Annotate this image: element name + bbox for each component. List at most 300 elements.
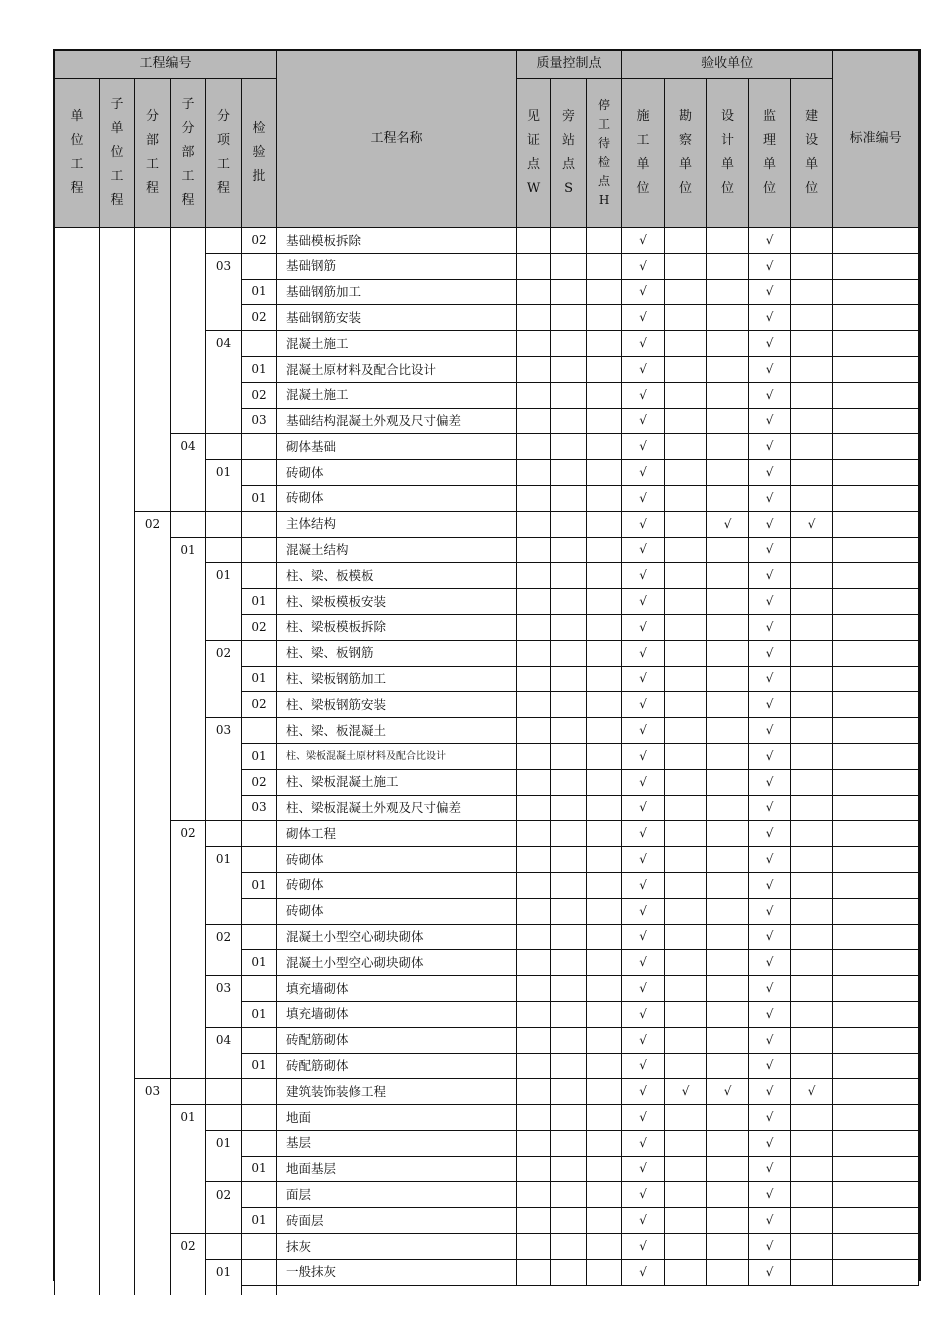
quality-point-cell [587, 1027, 622, 1053]
subunit-code-cell [100, 460, 135, 486]
item-code-cell [206, 279, 242, 305]
subunit-code-cell [100, 253, 135, 279]
design-check [707, 408, 749, 434]
standard-number-cell [833, 847, 919, 873]
supervision-check: √ [749, 1130, 791, 1156]
survey-check [665, 614, 707, 640]
quality-point-cell [517, 1130, 551, 1156]
subunit-code-cell [100, 872, 135, 898]
construction-check: √ [622, 795, 665, 821]
item-project-header: 分项工程 [206, 79, 242, 228]
division-code-cell [135, 924, 171, 950]
batch-code-cell: 02 [242, 692, 277, 718]
supervision-check: √ [749, 847, 791, 873]
batch-code-cell: 01 [242, 356, 277, 382]
unit-code-cell [55, 640, 100, 666]
survey-check [665, 1053, 707, 1079]
item-code-cell [206, 614, 242, 640]
batch-code-cell: 02 [242, 614, 277, 640]
quality-point-cell [551, 1079, 587, 1105]
quality-point-cell [551, 356, 587, 382]
subunit-code-cell [100, 847, 135, 873]
design-check [707, 537, 749, 563]
standard-number-cell [833, 408, 919, 434]
project-name-cell: 柱、梁板钢筋安装 [277, 692, 517, 718]
quality-point-cell [551, 253, 587, 279]
survey-check [665, 589, 707, 615]
unit-code-cell [55, 537, 100, 563]
quality-point-cell [517, 950, 551, 976]
supervision-check: √ [749, 640, 791, 666]
subdivision-code-cell [171, 331, 206, 357]
continuation-cell [206, 1285, 242, 1295]
construction-check: √ [622, 382, 665, 408]
owner-check [791, 1105, 833, 1131]
batch-code-cell [242, 847, 277, 873]
continuation-cell [171, 1285, 206, 1295]
supervision-check: √ [749, 1208, 791, 1234]
survey-check [665, 511, 707, 537]
item-code-cell: 03 [206, 976, 242, 1002]
subdivision-code-cell: 02 [171, 1234, 206, 1260]
survey-check [665, 460, 707, 486]
project-name-cell: 基础钢筋 [277, 253, 517, 279]
batch-code-cell [242, 718, 277, 744]
unit-code-cell [55, 1259, 100, 1285]
construction-check: √ [622, 924, 665, 950]
table-row [55, 1234, 919, 1260]
quality-point-cell [551, 1130, 587, 1156]
quality-point-cell [551, 1234, 587, 1260]
quality-point-cell [517, 666, 551, 692]
quality-point-cell [551, 666, 587, 692]
standard-number-cell [833, 382, 919, 408]
batch-code-cell: 02 [242, 382, 277, 408]
supervision-check: √ [749, 485, 791, 511]
item-code-cell [206, 1156, 242, 1182]
owner-check [791, 718, 833, 744]
table-row [55, 356, 919, 382]
project-name-cell: 砖砌体 [277, 847, 517, 873]
owner-check [791, 537, 833, 563]
supervision-check: √ [749, 1053, 791, 1079]
unit-code-cell [55, 1053, 100, 1079]
batch-code-cell [242, 537, 277, 563]
construction-check: √ [622, 1234, 665, 1260]
owner-check [791, 976, 833, 1002]
division-code-cell [135, 847, 171, 873]
quality-point-cell [551, 511, 587, 537]
quality-point-cell [551, 640, 587, 666]
quality-point-cell [517, 485, 551, 511]
quality-point-cell [551, 614, 587, 640]
supervision-check: √ [749, 228, 791, 254]
survey-check [665, 821, 707, 847]
unit-code-cell [55, 1105, 100, 1131]
standard-number-cell [833, 872, 919, 898]
quality-point-cell [587, 563, 622, 589]
standard-number-cell [833, 743, 919, 769]
continuation-cell [242, 1285, 277, 1295]
subdivision-code-cell [171, 1130, 206, 1156]
subunit-code-cell [100, 305, 135, 331]
item-code-cell [206, 1234, 242, 1260]
survey-check [665, 1001, 707, 1027]
table-row [55, 537, 919, 563]
quality-point-cell [551, 228, 587, 254]
table-row [55, 718, 919, 744]
standard-number-cell [833, 1182, 919, 1208]
division-code-cell [135, 460, 171, 486]
item-code-cell [206, 743, 242, 769]
subunit-code-cell [100, 1156, 135, 1182]
quality-point-cell [551, 382, 587, 408]
subunit-code-cell [100, 485, 135, 511]
supervision-check: √ [749, 872, 791, 898]
quality-point-cell [517, 356, 551, 382]
division-code-cell [135, 434, 171, 460]
survey-check [665, 924, 707, 950]
subunit-code-cell [100, 1001, 135, 1027]
division-code-cell [135, 228, 171, 254]
division-code-cell [135, 795, 171, 821]
owner-check [791, 228, 833, 254]
continuation-cell [517, 1285, 551, 1295]
design-check [707, 563, 749, 589]
item-code-cell [206, 485, 242, 511]
item-code-cell [206, 434, 242, 460]
project-name-cell: 柱、梁板混凝土原材料及配合比设计 [277, 743, 517, 769]
owner-check [791, 589, 833, 615]
table-row [55, 821, 919, 847]
batch-code-cell [242, 1027, 277, 1053]
standard-number-cell [833, 279, 919, 305]
unit-code-cell [55, 511, 100, 537]
item-code-cell: 03 [206, 253, 242, 279]
construction-check: √ [622, 511, 665, 537]
continuation-cell [277, 1285, 517, 1295]
unit-code-cell [55, 331, 100, 357]
owner-check [791, 769, 833, 795]
project-name-cell: 砖砌体 [277, 898, 517, 924]
supervision-check: √ [749, 434, 791, 460]
quality-control-group-header: 质量控制点 [517, 51, 622, 79]
division-code-cell [135, 563, 171, 589]
unit-code-cell [55, 950, 100, 976]
table-row [55, 511, 919, 537]
standard-number-cell [833, 1079, 919, 1105]
subdivision-code-cell [171, 1053, 206, 1079]
supervision-check: √ [749, 382, 791, 408]
construction-check: √ [622, 1027, 665, 1053]
continuation-cell [833, 1285, 919, 1295]
subunit-code-cell [100, 408, 135, 434]
batch-code-cell: 03 [242, 795, 277, 821]
batch-code-cell: 01 [242, 1156, 277, 1182]
owner-check [791, 305, 833, 331]
owner-check [791, 692, 833, 718]
construction-check: √ [622, 228, 665, 254]
batch-code-cell [242, 563, 277, 589]
quality-point-cell [551, 821, 587, 847]
division-code-cell [135, 1208, 171, 1234]
quality-point-cell [517, 976, 551, 1002]
design-check [707, 976, 749, 1002]
subunit-code-cell [100, 537, 135, 563]
owner-check [791, 331, 833, 357]
unit-code-cell [55, 434, 100, 460]
owner-check [791, 924, 833, 950]
survey-check [665, 718, 707, 744]
supervision-check: √ [749, 1001, 791, 1027]
survey-check: √ [665, 1079, 707, 1105]
design-check [707, 434, 749, 460]
unit-code-cell [55, 1234, 100, 1260]
quality-point-cell [551, 1105, 587, 1131]
quality-point-cell [587, 640, 622, 666]
quality-point-cell [551, 718, 587, 744]
quality-point-cell [587, 356, 622, 382]
quality-point-cell [517, 1053, 551, 1079]
project-name-header: 工程名称 [277, 51, 517, 228]
subdivision-code-cell: 01 [171, 1105, 206, 1131]
design-check [707, 382, 749, 408]
design-check [707, 1259, 749, 1285]
construction-check: √ [622, 872, 665, 898]
survey-check [665, 769, 707, 795]
division-code-cell [135, 305, 171, 331]
unit-code-cell [55, 228, 100, 254]
quality-point-cell [551, 924, 587, 950]
item-code-cell [206, 1001, 242, 1027]
survey-check [665, 1130, 707, 1156]
batch-code-cell [242, 1105, 277, 1131]
division-code-cell [135, 718, 171, 744]
quality-point-cell [587, 718, 622, 744]
project-name-cell: 砖配筋砌体 [277, 1053, 517, 1079]
division-code-cell [135, 666, 171, 692]
construction-check: √ [622, 718, 665, 744]
owner-check [791, 382, 833, 408]
standard-number-header: 标准编号 [833, 51, 919, 228]
subdivision-code-cell [171, 460, 206, 486]
design-check: √ [707, 1079, 749, 1105]
construction-check: √ [622, 847, 665, 873]
quality-point-cell [517, 1156, 551, 1182]
design-check [707, 1156, 749, 1182]
design-check [707, 743, 749, 769]
quality-point-cell [587, 976, 622, 1002]
survey-check [665, 950, 707, 976]
subunit-code-cell [100, 1130, 135, 1156]
division-code-cell: 03 [135, 1079, 171, 1105]
unit-code-cell [55, 356, 100, 382]
project-name-cell: 基础钢筋安装 [277, 305, 517, 331]
subdivision-code-cell [171, 228, 206, 254]
subunit-code-cell [100, 511, 135, 537]
unit-code-cell [55, 1079, 100, 1105]
owner-check [791, 666, 833, 692]
division-code-cell [135, 898, 171, 924]
supervision-check: √ [749, 589, 791, 615]
construction-check: √ [622, 434, 665, 460]
quality-point-cell [551, 408, 587, 434]
quality-point-cell [517, 1027, 551, 1053]
design-check [707, 1053, 749, 1079]
quality-point-cell [587, 743, 622, 769]
item-code-cell [206, 950, 242, 976]
division-code-cell [135, 769, 171, 795]
construction-check: √ [622, 1259, 665, 1285]
subdivision-code-cell [171, 485, 206, 511]
project-code-group-header: 工程编号 [55, 51, 277, 79]
quality-point-cell [551, 434, 587, 460]
standard-number-cell [833, 640, 919, 666]
unit-code-cell [55, 1130, 100, 1156]
batch-code-cell [242, 1130, 277, 1156]
design-check [707, 898, 749, 924]
table-row [55, 434, 919, 460]
supervision-check: √ [749, 950, 791, 976]
project-name-cell: 基层 [277, 1130, 517, 1156]
item-code-cell [206, 1053, 242, 1079]
unit-code-cell [55, 692, 100, 718]
survey-check [665, 1105, 707, 1131]
design-check [707, 666, 749, 692]
owner-check [791, 950, 833, 976]
subdivision-code-cell [171, 1208, 206, 1234]
division-code-cell [135, 408, 171, 434]
witness-point-header: 见证点W [517, 79, 551, 228]
division-code-cell [135, 692, 171, 718]
design-check [707, 253, 749, 279]
quality-point-cell [587, 1001, 622, 1027]
table-row [55, 692, 919, 718]
quality-point-cell [587, 408, 622, 434]
quality-point-cell [517, 1182, 551, 1208]
unit-code-cell [55, 769, 100, 795]
subdivision-code-cell [171, 666, 206, 692]
owner-check [791, 743, 833, 769]
construction-check: √ [622, 769, 665, 795]
standard-number-cell [833, 976, 919, 1002]
quality-point-cell [517, 305, 551, 331]
table-row [55, 924, 919, 950]
quality-point-cell [587, 1079, 622, 1105]
quality-point-cell [587, 1130, 622, 1156]
subdivision-code-cell [171, 976, 206, 1002]
standard-number-cell [833, 1053, 919, 1079]
subdivision-code-cell: 02 [171, 821, 206, 847]
quality-point-cell [517, 228, 551, 254]
unit-code-cell [55, 460, 100, 486]
design-check [707, 1001, 749, 1027]
standard-number-cell [833, 485, 919, 511]
quality-point-cell [551, 460, 587, 486]
project-name-cell: 混凝土施工 [277, 382, 517, 408]
batch-code-cell: 01 [242, 743, 277, 769]
table-row [55, 769, 919, 795]
quality-point-cell [551, 305, 587, 331]
survey-check [665, 692, 707, 718]
quality-point-cell [517, 408, 551, 434]
construction-check: √ [622, 305, 665, 331]
division-code-cell [135, 1001, 171, 1027]
survey-check [665, 795, 707, 821]
quality-point-cell [551, 1027, 587, 1053]
design-check [707, 331, 749, 357]
division-code-cell [135, 976, 171, 1002]
table-row [55, 847, 919, 873]
construction-check: √ [622, 976, 665, 1002]
standard-number-cell [833, 1130, 919, 1156]
quality-point-cell [551, 1208, 587, 1234]
table-row [55, 743, 919, 769]
construction-check: √ [622, 1079, 665, 1105]
construction-check: √ [622, 331, 665, 357]
table-continuation-row [55, 1285, 919, 1295]
batch-code-cell [242, 1234, 277, 1260]
continuation-cell [55, 1285, 100, 1295]
batch-code-cell: 01 [242, 589, 277, 615]
quality-point-cell [517, 434, 551, 460]
subunit-code-cell [100, 821, 135, 847]
construction-check: √ [622, 898, 665, 924]
survey-check [665, 305, 707, 331]
construction-check: √ [622, 1208, 665, 1234]
owner-check [791, 563, 833, 589]
table-row [55, 976, 919, 1002]
quality-point-cell [517, 924, 551, 950]
standard-number-cell [833, 1001, 919, 1027]
standard-number-cell [833, 331, 919, 357]
subunit-code-cell [100, 1027, 135, 1053]
project-name-cell: 砌体工程 [277, 821, 517, 847]
unit-code-cell [55, 924, 100, 950]
construction-check: √ [622, 1053, 665, 1079]
division-project-header: 分部工程 [135, 79, 171, 228]
project-name-cell: 柱、梁板钢筋加工 [277, 666, 517, 692]
supervision-check: √ [749, 356, 791, 382]
subunit-code-cell [100, 589, 135, 615]
survey-check [665, 666, 707, 692]
owner-check [791, 898, 833, 924]
owner-check [791, 1053, 833, 1079]
quality-point-cell [551, 1001, 587, 1027]
owner-check [791, 356, 833, 382]
quality-point-cell [551, 795, 587, 821]
unit-code-cell [55, 1027, 100, 1053]
quality-point-cell [517, 1001, 551, 1027]
owner-check [791, 1259, 833, 1285]
division-code-cell [135, 1259, 171, 1285]
standard-number-cell [833, 898, 919, 924]
survey-check [665, 382, 707, 408]
owner-check [791, 821, 833, 847]
division-code-cell [135, 279, 171, 305]
quality-point-cell [517, 769, 551, 795]
design-check [707, 305, 749, 331]
item-code-cell: 02 [206, 640, 242, 666]
quality-point-cell [587, 614, 622, 640]
item-code-cell [206, 228, 242, 254]
project-name-cell: 地面基层 [277, 1156, 517, 1182]
batch-code-cell [242, 511, 277, 537]
subunit-code-cell [100, 950, 135, 976]
design-check [707, 1027, 749, 1053]
subdivision-code-cell [171, 898, 206, 924]
item-code-cell [206, 795, 242, 821]
